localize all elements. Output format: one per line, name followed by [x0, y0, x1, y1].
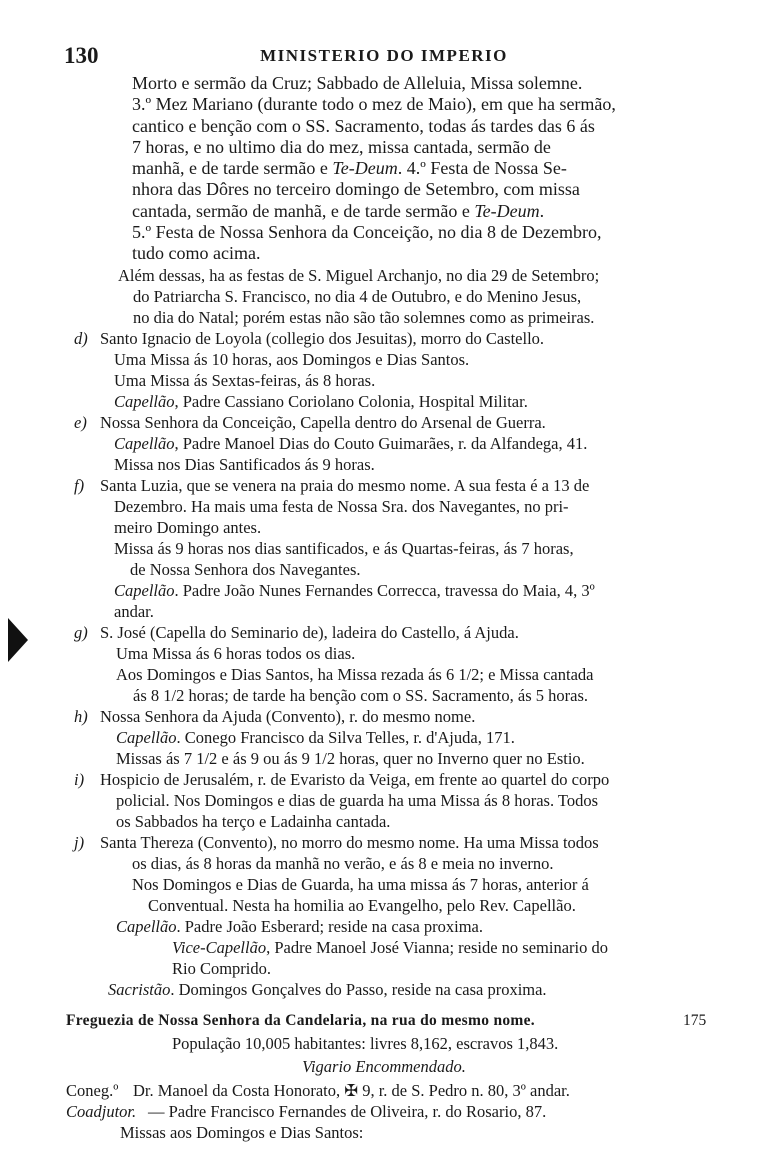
clergy-text: — Padre Francisco Fernandes de Oliveira, r. do Rosario, 87. — [148, 1101, 547, 1121]
line-text — [100, 412, 546, 433]
text-run: 3.º Mez Mariano (durante todo o mez de Maio), em que ha sermão, — [132, 94, 616, 115]
line-text — [132, 853, 554, 874]
text-line — [0, 158, 768, 179]
line-text — [116, 727, 515, 748]
line-text — [108, 979, 547, 1000]
clergy-role: Coneg.º — [66, 1080, 119, 1100]
text-line — [0, 538, 768, 559]
line-text — [116, 811, 390, 832]
text-run: S. José (Capella do Seminario de), ladeira do Castello, á Ajuda. — [100, 622, 519, 642]
line-text — [114, 391, 528, 412]
text-line — [0, 643, 768, 664]
entry-heading-line — [0, 706, 768, 727]
text-run: cantico e benção com o SS. Sacramento, todas ás tardes das 6 ás — [132, 115, 595, 136]
italic-term: Te-Deum — [332, 158, 398, 179]
entry-heading-line — [0, 769, 768, 790]
line-text — [133, 307, 594, 328]
line-text — [116, 664, 594, 685]
text-line — [0, 916, 768, 937]
text-run: , Padre Manoel José Vianna; reside no seminario do — [266, 937, 608, 957]
line-text — [132, 201, 544, 222]
text-run: . Padre João Esberard; reside na casa proxima. — [176, 916, 484, 936]
text-run: Santa Thereza (Convento), no morro do mesmo nome. Ha uma Missa todos — [100, 832, 599, 852]
italic-term: Capellão — [116, 727, 177, 747]
line-text — [114, 349, 469, 370]
text-line — [0, 496, 768, 517]
italic-term: Vice-Capellão — [172, 937, 267, 957]
page-body — [0, 73, 768, 1143]
text-run: Missa nos Dias Santificados ás 9 horas. — [114, 454, 375, 474]
freguezia-heading: Freguezia de Nossa Senhora da Candelaria, na rua do mesmo nome. — [66, 1011, 535, 1029]
text-line — [0, 853, 768, 874]
text-line — [0, 664, 768, 685]
line-text — [132, 116, 595, 137]
line-text — [132, 874, 589, 895]
line-text — [114, 433, 587, 454]
entry-letter: h) — [74, 706, 88, 726]
line-text — [100, 706, 475, 727]
text-line — [0, 116, 768, 137]
line-text — [172, 937, 608, 958]
line-text — [132, 222, 601, 243]
entry-letter: d) — [74, 328, 88, 348]
text-run: manhã, e de tarde sermão e — [132, 158, 333, 179]
text-line — [0, 748, 768, 769]
text-run: . Domingos Gonçalves do Passo, reside na casa proxima. — [170, 979, 547, 999]
text-line — [0, 137, 768, 158]
line-text — [100, 475, 589, 496]
text-line — [0, 790, 768, 811]
text-line — [0, 94, 768, 115]
text-line — [0, 286, 768, 307]
text-run: Uma Missa ás 10 horas, aos Domingos e Dias Santos. — [114, 349, 470, 369]
entry-letter: f) — [74, 475, 85, 495]
line-text — [116, 748, 585, 769]
text-run: Rio Comprido. — [172, 958, 272, 978]
text-run: Uma Missa ás 6 horas todos os dias. — [116, 643, 356, 663]
line-text — [100, 832, 599, 853]
text-run: no dia do Natal; porém estas não são tão solemnes como as primeiras. — [133, 307, 595, 327]
text-line — [0, 685, 768, 706]
line-text — [114, 580, 595, 601]
text-line — [0, 307, 768, 328]
line-text — [114, 496, 569, 517]
text-line — [0, 265, 768, 286]
text-run: Morto e sermão da Cruz; Sabbado de Alleluia, Missa solemne. — [132, 73, 583, 93]
line-text — [116, 790, 598, 811]
italic-term: Te-Deum — [474, 200, 540, 221]
text-run: meiro Domingo antes. — [114, 517, 262, 537]
text-run: ás 8 1/2 horas; de tarde ha benção com o SS. Sacramento, ás 5 horas. — [133, 685, 588, 705]
line-text — [114, 538, 574, 559]
entry-letter: j) — [74, 832, 85, 852]
line-text — [132, 94, 616, 115]
text-line — [0, 433, 768, 454]
line-text — [114, 370, 375, 391]
text-line — [0, 349, 768, 370]
text-run: Nos Domingos e Dias de Guarda, ha uma missa ás 7 horas, anterior á — [132, 874, 589, 894]
italic-term: Capellão — [116, 916, 177, 936]
text-run: de Nossa Senhora dos Navegantes. — [130, 559, 361, 579]
text-run: os Sabbados ha terço e Ladainha cantada. — [116, 811, 391, 831]
line-text — [132, 158, 567, 179]
text-run: . Conego Francisco da Silva Telles, r. d'Ajuda, 171. — [176, 727, 515, 747]
italic-term: Capellão — [114, 433, 175, 453]
population-text: População 10,005 habitantes: livres 8,162, escravos 1,843. — [172, 1033, 559, 1053]
line-text — [114, 601, 154, 622]
text-line — [0, 517, 768, 538]
text-run: 7 horas, e no ultimo dia do mez, missa cantada, sermão de — [132, 136, 551, 157]
entry-heading-line — [0, 412, 768, 433]
line-text — [130, 559, 360, 580]
missas-text: Missas aos Domingos e Dias Santos: — [120, 1122, 364, 1142]
text-run: , Padre Manoel Dias do Couto Guimarães, r. da Alfandega, 41. — [174, 433, 588, 453]
text-line — [0, 454, 768, 475]
text-run: nhora das Dôres no terceiro domingo de Setembro, com missa — [132, 179, 580, 200]
line-text — [172, 958, 271, 979]
line-text — [100, 622, 519, 643]
text-run: andar. — [114, 601, 154, 621]
page-header — [0, 43, 768, 69]
entry-letter: i) — [74, 769, 85, 789]
text-line — [0, 201, 768, 222]
italic-term: Capellão — [114, 391, 175, 411]
running-title: MINISTERIO DO IMPERIO — [260, 46, 508, 65]
line-text — [116, 916, 483, 937]
text-line — [0, 937, 768, 958]
text-run: Nossa Senhora da Ajuda (Convento), r. do mesmo nome. — [100, 706, 476, 726]
text-line — [0, 958, 768, 979]
line-text — [132, 243, 260, 264]
clergy-entry — [0, 1080, 768, 1101]
text-line — [0, 580, 768, 601]
missas-line — [0, 1122, 768, 1143]
vigario-title: Vigario Encommendado. — [302, 1056, 466, 1076]
line-text — [132, 179, 580, 200]
text-run: policial. Nos Domingos e dias de guarda ha uma Missa ás 8 horas. Todos — [116, 790, 599, 810]
entry-letter: e) — [74, 412, 87, 432]
text-run: Santa Luzia, que se venera na praia do mesmo nome. A sua festa é a 13 de — [100, 475, 590, 495]
text-line — [0, 601, 768, 622]
text-run: os dias, ás 8 horas da manhã no verão, e ás 8 e meia no inverno. — [132, 853, 554, 873]
entry-heading-line — [0, 832, 768, 853]
text-run: Uma Missa ás Sextas-feiras, ás 8 horas. — [114, 370, 376, 390]
line-text — [116, 643, 355, 664]
population-line — [0, 1033, 768, 1054]
text-run: Além dessas, ha as festas de S. Miguel Archanjo, no dia 29 de Setembro; — [118, 265, 600, 285]
line-text — [114, 517, 261, 538]
text-line — [0, 559, 768, 580]
freguezia-heading-line — [0, 1009, 768, 1033]
entry-heading-line — [0, 622, 768, 643]
line-text — [100, 328, 544, 349]
entry-heading-line — [0, 328, 768, 349]
text-line — [0, 895, 768, 916]
text-line — [0, 979, 768, 1000]
text-run: Missas ás 7 1/2 e ás 9 ou ás 9 1/2 horas, quer no Inverno quer no Estio. — [116, 748, 585, 768]
italic-term: Capellão — [114, 580, 175, 600]
line-text — [132, 137, 551, 158]
entry-list — [0, 73, 768, 1000]
text-run: Aos Domingos e Dias Santos, ha Missa rezada ás 6 1/2; e Missa cantada — [116, 664, 594, 684]
line-text — [114, 454, 375, 475]
text-run: . — [539, 200, 545, 221]
text-line — [0, 874, 768, 895]
entry-letter: g) — [74, 622, 88, 642]
clergy-role: Coadjutor. — [66, 1101, 137, 1121]
text-line — [0, 370, 768, 391]
clergy-text: Dr. Manoel da Costa Honorato, ✠ 9, r. de S. Pedro n. 80, 3º andar. — [133, 1080, 570, 1100]
page-number: 130 — [64, 43, 99, 68]
text-line — [0, 222, 768, 243]
freguezia-page-ref: 175 — [683, 1011, 707, 1029]
text-run: . 4.º Festa de Nossa Se- — [397, 158, 567, 179]
text-run: tudo como acima. — [132, 243, 261, 264]
text-line — [0, 811, 768, 832]
text-run: 5.º Festa de Nossa Senhora da Conceição, no dia 8 de Dezembro, — [132, 222, 602, 243]
line-text — [100, 769, 609, 790]
text-run: do Patriarcha S. Francisco, no dia 4 de Outubro, e do Menino Jesus, — [133, 286, 582, 306]
text-run: Hospicio de Jerusalém, r. de Evaristo da Veiga, em frente ao quartel do corpo — [100, 769, 610, 789]
text-run: . Padre João Nunes Fernandes Correcca, travessa do Maia, 4, 3º — [174, 580, 595, 600]
text-line — [0, 391, 768, 412]
text-run: , Padre Cassiano Coriolano Colonia, Hospital Militar. — [174, 391, 528, 411]
text-run: Nossa Senhora da Conceição, Capella dentro do Arsenal de Guerra. — [100, 412, 546, 432]
text-run: Dezembro. Ha mais uma festa de Nossa Sra. dos Navegantes, no pri- — [114, 496, 569, 516]
text-run: cantada, sermão de manhã, e de tarde sermão e — [132, 200, 475, 221]
text-line — [0, 727, 768, 748]
italic-term: Sacristão — [108, 979, 171, 999]
text-run: Santo Ignacio de Loyola (collegio dos Jesuitas), morro do Castello. — [100, 328, 545, 348]
text-line — [0, 179, 768, 200]
line-text — [133, 286, 581, 307]
line-text — [118, 265, 599, 286]
text-run: Conventual. Nesta ha homilia ao Evangelho, pelo Rev. Capellão. — [148, 895, 576, 915]
line-text — [148, 895, 576, 916]
clergy-entry — [0, 1101, 768, 1122]
text-line — [0, 243, 768, 264]
entry-heading-line — [0, 475, 768, 496]
text-line — [0, 73, 768, 94]
line-text — [133, 685, 588, 706]
text-run: Missa ás 9 horas nos dias santificados, e ás Quartas-feiras, ás 7 horas, — [114, 538, 574, 558]
line-text — [132, 73, 582, 94]
